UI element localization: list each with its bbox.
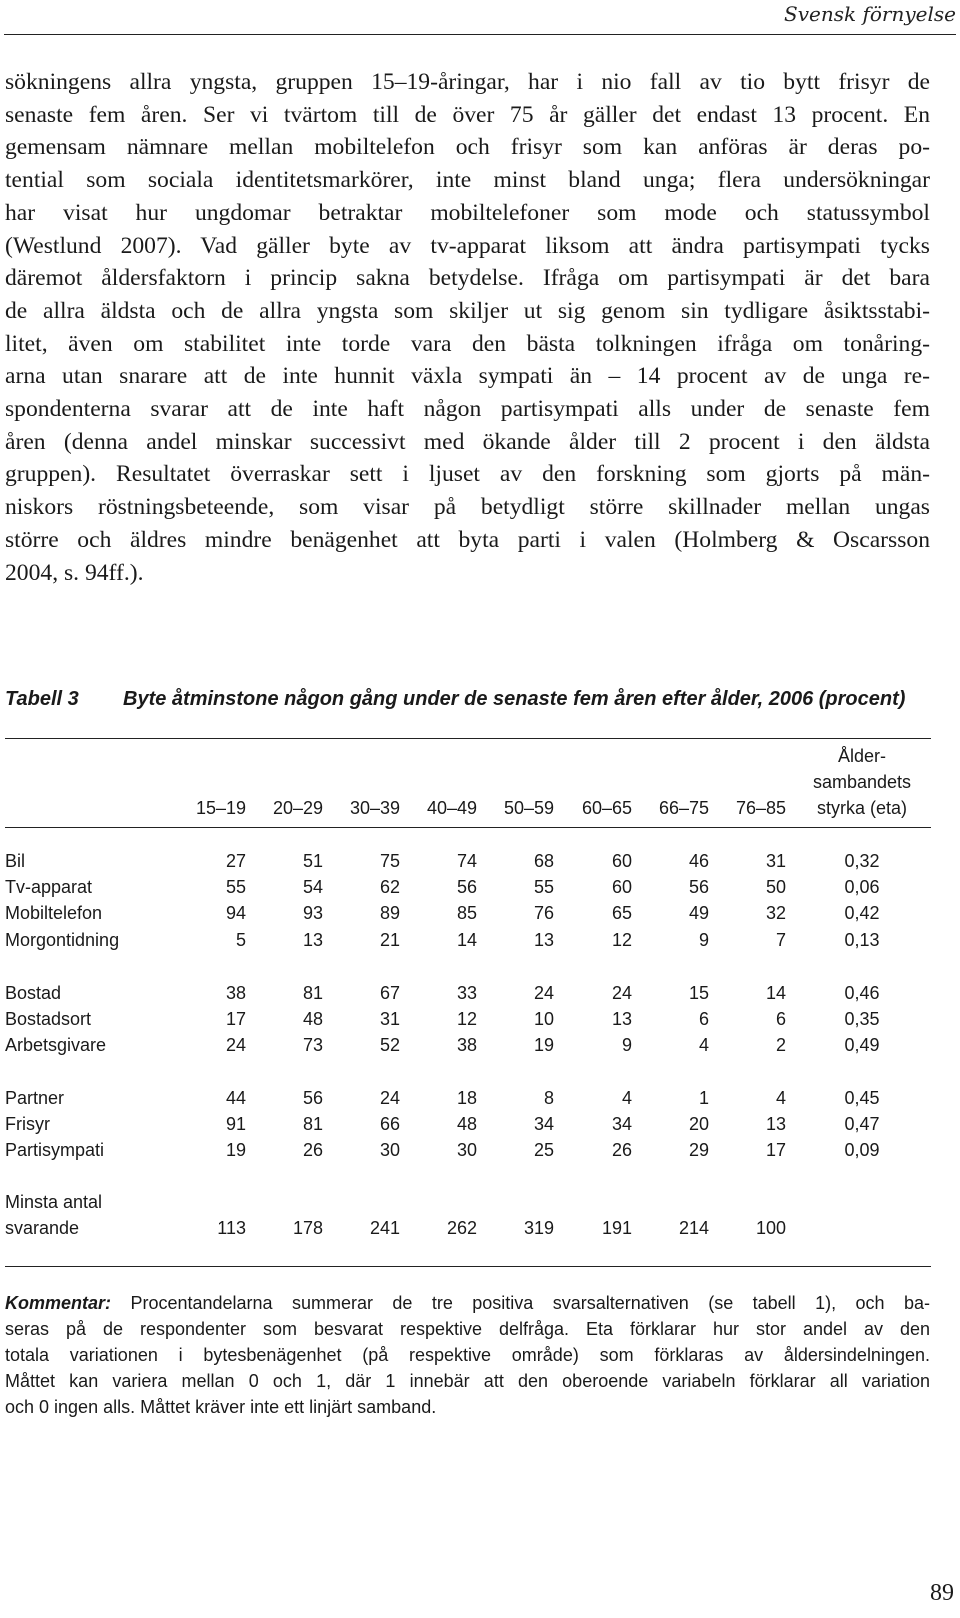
row-label: Frisyr — [5, 1114, 50, 1135]
table-cell: 13 — [611, 1009, 632, 1030]
table-cell: 24 — [533, 983, 554, 1003]
table-cell: 6 — [775, 1009, 786, 1030]
table-cell: 17 — [765, 1140, 786, 1161]
body-line: däremot åldersfaktorn i princip sakna betydelse. Ifråga om partisympati är det bara — [5, 265, 930, 292]
column-header: 66–75 — [658, 798, 709, 818]
body-line: spondenterna svarar att de inte haft någon partisympati alls under de senaste fem — [5, 396, 930, 423]
table-cell: 191 — [601, 1218, 632, 1238]
comment-text: Procentandelarna summerar de tre positiva svarsalternativen (se tabell 1), och ba- — [111, 1293, 930, 1313]
table-cell: 32 — [765, 903, 786, 924]
table-cell: 55 — [533, 877, 554, 898]
table-cell: 18 — [456, 1088, 477, 1108]
table-cell: 93 — [302, 903, 323, 924]
column-header: 20–29 — [272, 798, 323, 818]
table-cell: 15 — [688, 983, 709, 1003]
row-label: Mobiltelefon — [5, 903, 103, 924]
column-header: 76–85 — [735, 798, 786, 818]
table-cell: 91 — [225, 1114, 246, 1135]
row-label: svarande — [5, 1218, 80, 1238]
table-cell: 50 — [765, 877, 786, 898]
table-cell: 48 — [302, 1009, 323, 1030]
column-header: 30–39 — [349, 798, 400, 818]
eta-cell: 0,42 — [844, 903, 880, 924]
table-cell: 13 — [533, 929, 554, 950]
table-cell: 178 — [292, 1218, 323, 1238]
body-line: (Westlund 2007). Vad gäller byte av tv-apparat liksom att ändra partisympati tycks — [5, 232, 930, 259]
table-cell: 60 — [611, 851, 632, 871]
table-cell: 89 — [379, 903, 400, 924]
table-cell: 75 — [379, 851, 400, 871]
table-cell: 56 — [302, 1088, 323, 1108]
eta-cell: 0,46 — [844, 983, 880, 1003]
table-cell: 14 — [765, 983, 786, 1003]
body-line: litet, även om stabilitet inte torde vara den bästa tolkningen ifråga om tonåring- — [5, 330, 930, 357]
table-cell: 9 — [621, 1035, 632, 1056]
page-number: 89 — [930, 1580, 954, 1606]
table-cell: 56 — [456, 877, 477, 898]
table-cell: 1 — [698, 1088, 709, 1108]
body-line: de allra äldsta och de allra yngsta som skiljer ut sig genom sin tydligare åsiktsstabi- — [5, 297, 930, 324]
column-header: 60–65 — [581, 798, 632, 818]
row-label: Bil — [5, 851, 26, 871]
row-label: Minsta antal — [5, 1192, 103, 1212]
table-cell: 14 — [456, 929, 477, 950]
table-cell: 68 — [533, 851, 554, 871]
row-label: Tv-apparat — [5, 877, 93, 898]
table-cell: 67 — [379, 983, 400, 1003]
table-cell: 38 — [456, 1035, 477, 1056]
table-cell: 49 — [688, 903, 709, 924]
table-cell: 76 — [533, 903, 554, 924]
table-label: Tabell 3 — [5, 688, 79, 710]
table-cell: 27 — [225, 851, 246, 871]
table-cell: 30 — [379, 1140, 400, 1161]
table-cell: 81 — [302, 1114, 323, 1135]
eta-header: styrka (eta) — [816, 798, 908, 818]
column-header: 40–49 — [426, 798, 477, 818]
body-line: senaste fem åren. Ser vi tvärtom till de över 75 år gäller det endast 13 procent. En — [5, 101, 930, 128]
table-cell: 29 — [688, 1140, 709, 1161]
comment-line: totala variationen i bytesbenägenhet (på respektive område) som förklaras av åldersindelningen. — [5, 1345, 930, 1365]
table-cell: 44 — [225, 1088, 246, 1108]
table-cell: 74 — [456, 851, 477, 871]
row-label: Partisympati — [5, 1140, 105, 1161]
body-line: tential som sociala identitetsmarkörer, inte minst bland unga; flera undersökningar — [5, 167, 930, 194]
table-cell: 51 — [302, 851, 323, 871]
comment-line: seras på de respondenter som besvarat respektive delfråga. Eta förklarar hur stor andel av den — [5, 1319, 930, 1339]
row-label: Morgontidning — [5, 929, 120, 950]
table-cell: 81 — [302, 983, 323, 1003]
body-line: 2004, s. 94ff.). — [5, 559, 144, 586]
table-cell: 4 — [698, 1035, 709, 1056]
body-line: har visat hur ungdomar betraktar mobiltelefoner som mode och statussymbol — [5, 199, 930, 226]
row-label: Bostadsort — [5, 1009, 92, 1030]
table-cell: 56 — [688, 877, 709, 898]
body-line: större och äldres mindre benägenhet att byta parti i valen (Holmberg & Oscarsson — [5, 526, 930, 553]
running-head: Svensk förnyelse — [784, 2, 956, 26]
table-cell: 9 — [698, 929, 709, 950]
table-cell: 33 — [456, 983, 477, 1003]
table-cell: 12 — [456, 1009, 477, 1030]
comment-line — [5, 1290, 930, 1316]
table-cell: 94 — [225, 903, 246, 924]
eta-cell: 0,45 — [844, 1088, 880, 1108]
table-cell: 12 — [611, 929, 632, 950]
table-cell: 19 — [225, 1140, 246, 1161]
row-label: Arbetsgivare — [5, 1035, 107, 1056]
table-cell: 38 — [225, 983, 246, 1003]
table-cell: 7 — [775, 929, 786, 950]
body-line: gemensam nämnare mellan mobiltelefon och frisyr som kan anföras är deras po- — [5, 134, 930, 161]
table-cell: 66 — [379, 1114, 400, 1135]
table-cell: 241 — [369, 1218, 400, 1238]
table-comment — [5, 1290, 930, 1420]
body-line: niskors röstningsbeteende, som visar på betydligt större skillnader mellan ungas — [5, 494, 930, 521]
table-cell: 48 — [456, 1114, 477, 1135]
table-cell: 34 — [611, 1114, 632, 1135]
table-cell: 100 — [755, 1218, 786, 1238]
table-cell: 113 — [217, 1218, 246, 1238]
table-cell: 26 — [611, 1140, 632, 1161]
row-label: Partner — [5, 1088, 65, 1108]
table-cell: 25 — [533, 1140, 554, 1161]
table-cell: 319 — [523, 1218, 554, 1238]
body-line: gruppen). Resultatet överraskar sett i ljuset av den forskning som gjorts på män- — [5, 461, 930, 488]
table-cell: 30 — [456, 1140, 477, 1161]
eta-header: Ålder- — [837, 746, 886, 766]
eta-cell: 0,13 — [844, 929, 880, 950]
comment-line: Måttet kan variera mellan 0 och 1, där 1 innebär att den oberoende variabeln förklarar all variation — [5, 1371, 930, 1391]
body-line: åren (denna andel minskar successivt med ökande ålder till 2 procent i den äldsta — [5, 428, 930, 455]
table-cell: 21 — [379, 929, 400, 950]
eta-cell: 0,49 — [844, 1035, 880, 1056]
table-cell: 6 — [698, 1009, 709, 1030]
table-cell: 13 — [302, 929, 323, 950]
eta-cell: 0,47 — [844, 1114, 880, 1135]
table-cell: 60 — [611, 877, 632, 898]
table-cell: 8 — [543, 1088, 554, 1108]
eta-header: sambandets — [812, 772, 912, 792]
table-cell: 54 — [302, 877, 323, 898]
table-cell: 262 — [446, 1218, 477, 1238]
table-cell: 52 — [379, 1035, 400, 1056]
eta-cell: 0,35 — [844, 1009, 880, 1030]
table-cell: 46 — [688, 851, 709, 871]
table-cell: 13 — [765, 1114, 786, 1135]
column-header: 50–59 — [503, 798, 554, 818]
table-cell: 17 — [225, 1009, 246, 1030]
table-cell: 55 — [225, 877, 246, 898]
table-cell: 26 — [302, 1140, 323, 1161]
eta-cell: 0,09 — [844, 1140, 880, 1161]
table-cell: 85 — [456, 903, 477, 924]
table-cell: 4 — [621, 1088, 632, 1108]
eta-cell: 0,32 — [844, 851, 880, 871]
table-cell: 62 — [379, 877, 400, 898]
table-cell: 31 — [765, 851, 786, 871]
table-cell: 73 — [302, 1035, 323, 1056]
comment-lead: Kommentar: — [5, 1293, 112, 1313]
table-cell: 2 — [775, 1035, 786, 1056]
table-cell: 65 — [611, 903, 632, 924]
table-cell: 24 — [225, 1035, 246, 1056]
table-cell: 20 — [688, 1114, 709, 1135]
table-cell: 10 — [533, 1009, 554, 1030]
table-cell: 24 — [379, 1088, 400, 1108]
column-header: 15–19 — [195, 798, 246, 818]
row-label: Bostad — [5, 983, 62, 1003]
table-cell: 34 — [533, 1114, 554, 1135]
table-cell: 24 — [611, 983, 632, 1003]
table-cell: 5 — [235, 929, 246, 950]
table-title: Byte åtminstone någon gång under de senaste fem åren efter ålder, 2006 (procent) — [123, 688, 906, 710]
table-cell: 19 — [533, 1035, 554, 1056]
comment-line: och 0 ingen alls. Måttet kräver inte ett linjärt samband. — [5, 1397, 437, 1417]
body-line: sökningens allra yngsta, gruppen 15–19-åringar, har i nio fall av tio bytt frisyr de — [5, 69, 930, 95]
table-cell: 214 — [678, 1218, 709, 1238]
table-cell: 31 — [379, 1009, 400, 1030]
table-cell: 4 — [775, 1088, 786, 1108]
eta-cell: 0,06 — [844, 877, 880, 898]
body-line: arna utan snarare att de inte hunnit växla sympati än – 14 procent av de unga re- — [5, 363, 930, 390]
